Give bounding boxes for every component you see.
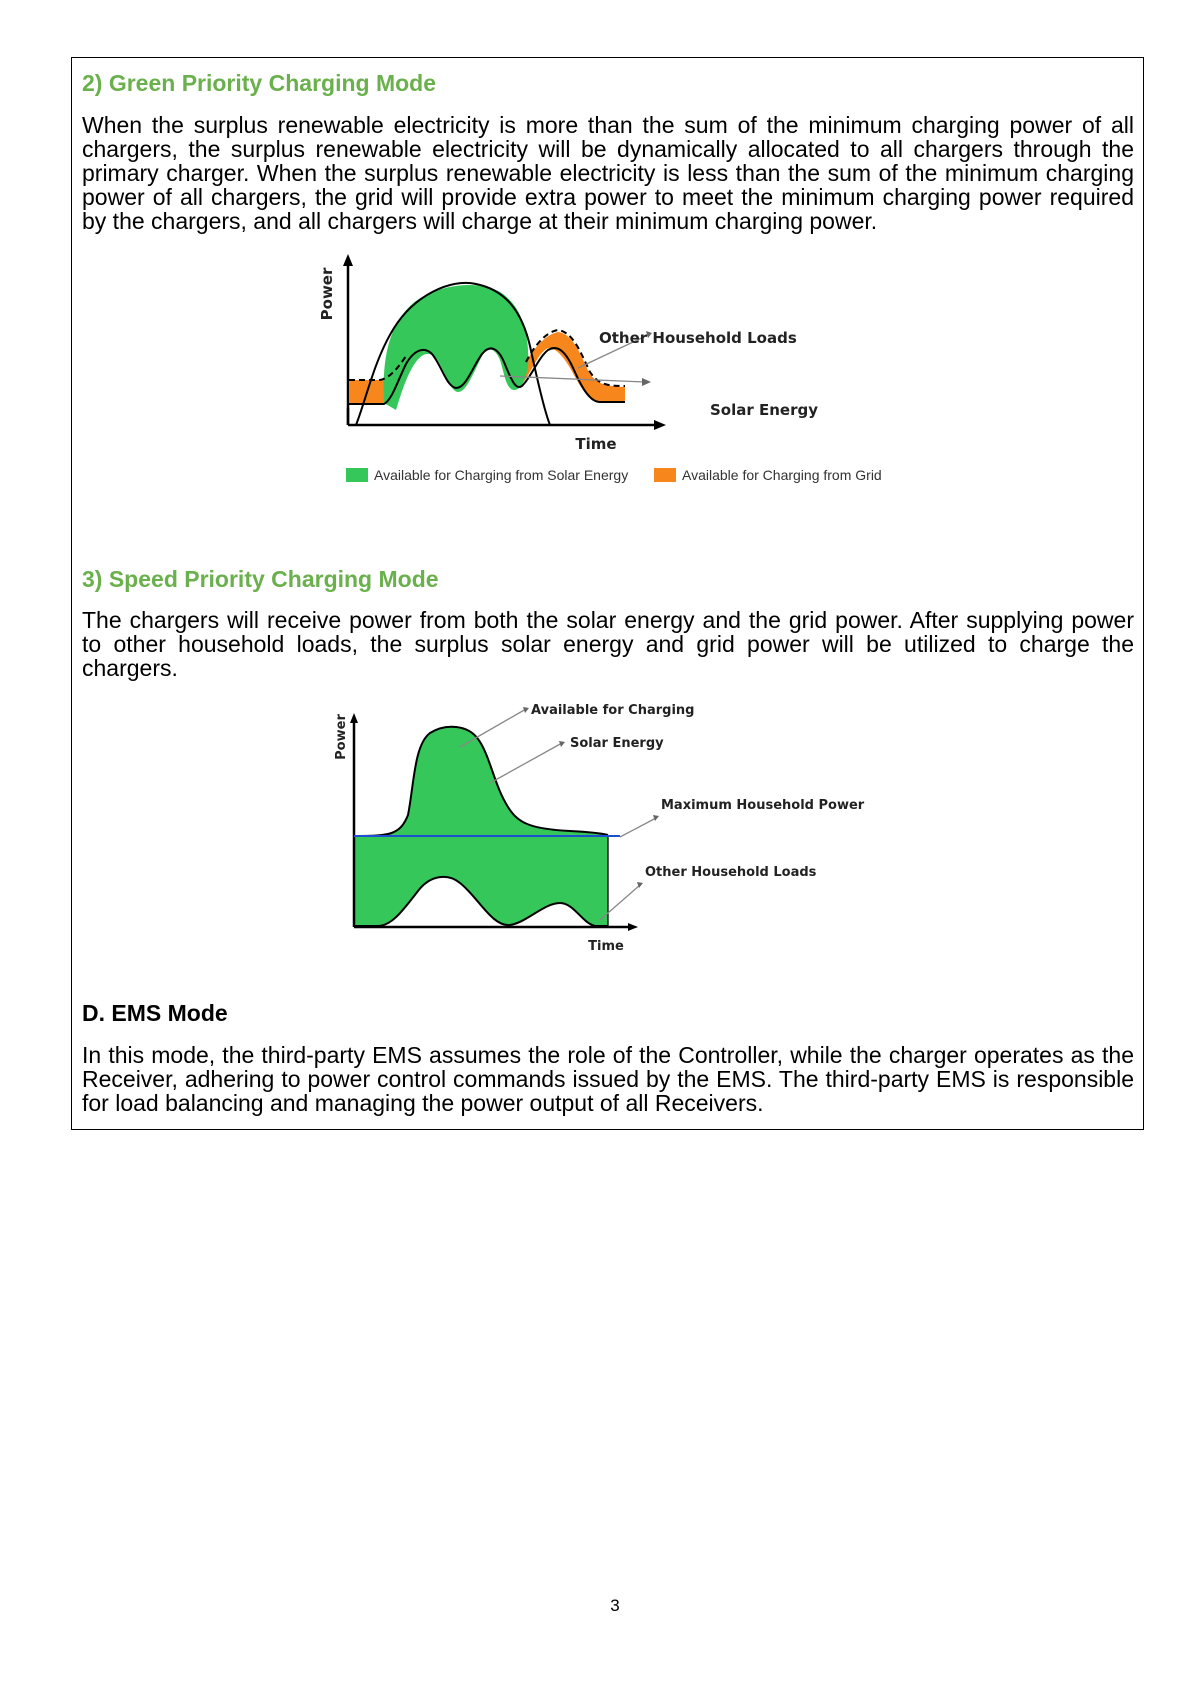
green-mode-text: When the surplus renewable electricity is more than the sum of the minimum charging power of all chargers, the surplus renewable electricity will be dynamically allocated to all chargers through the primary charger. When the surplus renewable electricity is less than the sum of the minimum charging power of all chargers, the grid will provide extra power to meet the minimum charging power required by the chargers, and all chargers will charge at their minimum charging power. — [82, 112, 1134, 234]
d1-x-label: Time — [575, 435, 617, 453]
d2-y-label: Power — [334, 714, 349, 760]
d1-solar-label: Solar Energy — [710, 401, 819, 419]
d2-household-label: Other Household Loads — [645, 865, 817, 880]
d1-legend-solar-label: Available for Charging from Solar Energy — [374, 467, 629, 483]
d1-legend-grid-label: Available for Charging from Grid — [682, 467, 882, 483]
d2-x-label: Time — [588, 939, 624, 954]
speed-mode-diagram — [330, 705, 890, 965]
green-mode-diagram — [300, 250, 920, 500]
ems-mode-text: In this mode, the third-party EMS assumes the role of the Controller, while the charger operates as the Receiver, adhering to power control commands issued by the EMS. The third-party EMS is responsible for load balancing and managing the power output of all Receivers. — [82, 1042, 1134, 1116]
d1-y-arrow — [343, 254, 353, 266]
page-number: 3 — [610, 1596, 620, 1615]
speed-mode-text: The chargers will receive power from both the solar energy and the grid power. After supplying power to other household loads, the surplus solar energy and grid power will be utilized to charge the chargers. — [82, 607, 1134, 681]
d1-y-label: Power — [318, 267, 336, 321]
d2-grid-area — [354, 836, 608, 926]
d2-max-label: Maximum Household Power — [661, 798, 865, 813]
d2-y-arrow — [350, 713, 358, 723]
d2-x-arrow — [628, 923, 638, 931]
d1-solar-area — [384, 285, 529, 410]
d1-household-label: Other Household Loads — [599, 329, 797, 347]
green-mode-heading: 2) Green Priority Charging Mode — [82, 70, 436, 96]
d2-solar-label: Solar Energy — [570, 736, 664, 751]
d2-available-label: Available for Charging — [531, 703, 695, 718]
speed-mode-heading: 3) Speed Priority Charging Mode — [82, 566, 439, 592]
d1-legend-solar-swatch — [346, 468, 368, 482]
ems-mode-heading: D. EMS Mode — [82, 1000, 228, 1026]
d1-x-arrow — [654, 420, 666, 430]
d1-legend-grid-swatch — [654, 468, 676, 482]
